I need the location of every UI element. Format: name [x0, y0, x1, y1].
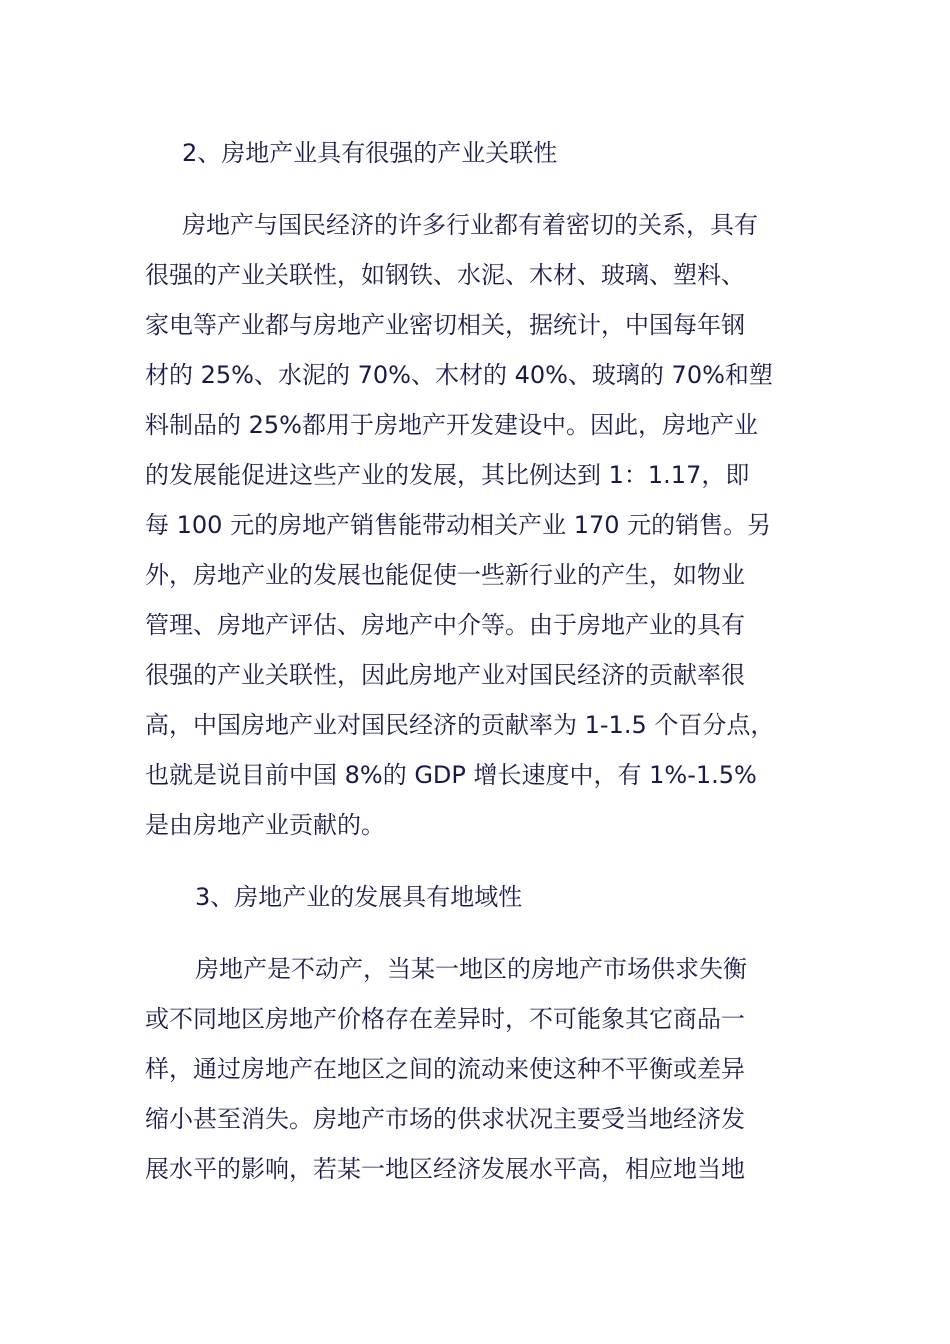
- paragraph-line: 很强的产业关联性，因此房地产业对国民经济的贡献率很: [145, 661, 745, 689]
- paragraph-line: 每 100 元的房地产销售能带动相关产业 170 元的销售。另: [145, 511, 772, 539]
- spacer: [145, 850, 805, 872]
- paragraph-line: 材的 25%、水泥的 70%、木材的 40%、玻璃的 70%和塑: [145, 361, 773, 389]
- paragraph-line: 房地产与国民经济的许多行业都有着密切的关系，具有: [182, 211, 758, 239]
- paragraph-line: 高，中国房地产业对国民经济的贡献率为 1-1.5 个百分点，: [145, 711, 775, 739]
- paragraph-line: 管理、房地产评估、房地产中介等。由于房地产业的具有: [145, 611, 745, 639]
- paragraph-line: 料制品的 25%都用于房地产开发建设中。因此，房地产业: [145, 411, 758, 439]
- spacer: [145, 922, 805, 944]
- paragraph-line: 外，房地产业的发展也能促使一些新行业的产生，如物业: [145, 561, 745, 589]
- section-2-heading: 2、房地产业具有很强的产业关联性: [182, 139, 558, 167]
- paragraph-line: 缩小甚至消失。房地产市场的供求状况主要受当地经济发: [145, 1105, 745, 1133]
- section-3-heading: 3、房地产业的发展具有地域性: [195, 883, 523, 911]
- section-3-paragraph: [145, 944, 805, 1194]
- section-2-paragraph: [145, 200, 805, 850]
- paragraph-line: 房地产是不动产，当某一地区的房地产市场供求失衡: [195, 955, 747, 983]
- paragraph-line: 家电等产业都与房地产业密切相关，据统计，中国每年钢: [145, 311, 745, 339]
- paragraph-line: 是由房地产业贡献的。: [145, 811, 385, 839]
- paragraph-line: 的发展能促进这些产业的发展，其比例达到 1：1.17，即: [145, 461, 750, 489]
- paragraph-line: 或不同地区房地产价格存在差异时，不可能象其它商品一: [145, 1005, 745, 1033]
- paragraph-line: 样，通过房地产在地区之间的流动来使这种不平衡或差异: [145, 1055, 745, 1083]
- spacer: [145, 178, 805, 200]
- paragraph-line: 展水平的影响，若某一地区经济发展水平高，相应地当地: [145, 1155, 745, 1183]
- paragraph-line: 也就是说目前中国 8%的 GDP 增长速度中，有 1%-1.5%: [145, 761, 757, 789]
- document-body: [145, 128, 805, 1194]
- paragraph-line: 很强的产业关联性，如钢铁、水泥、木材、玻璃、塑料、: [145, 261, 745, 289]
